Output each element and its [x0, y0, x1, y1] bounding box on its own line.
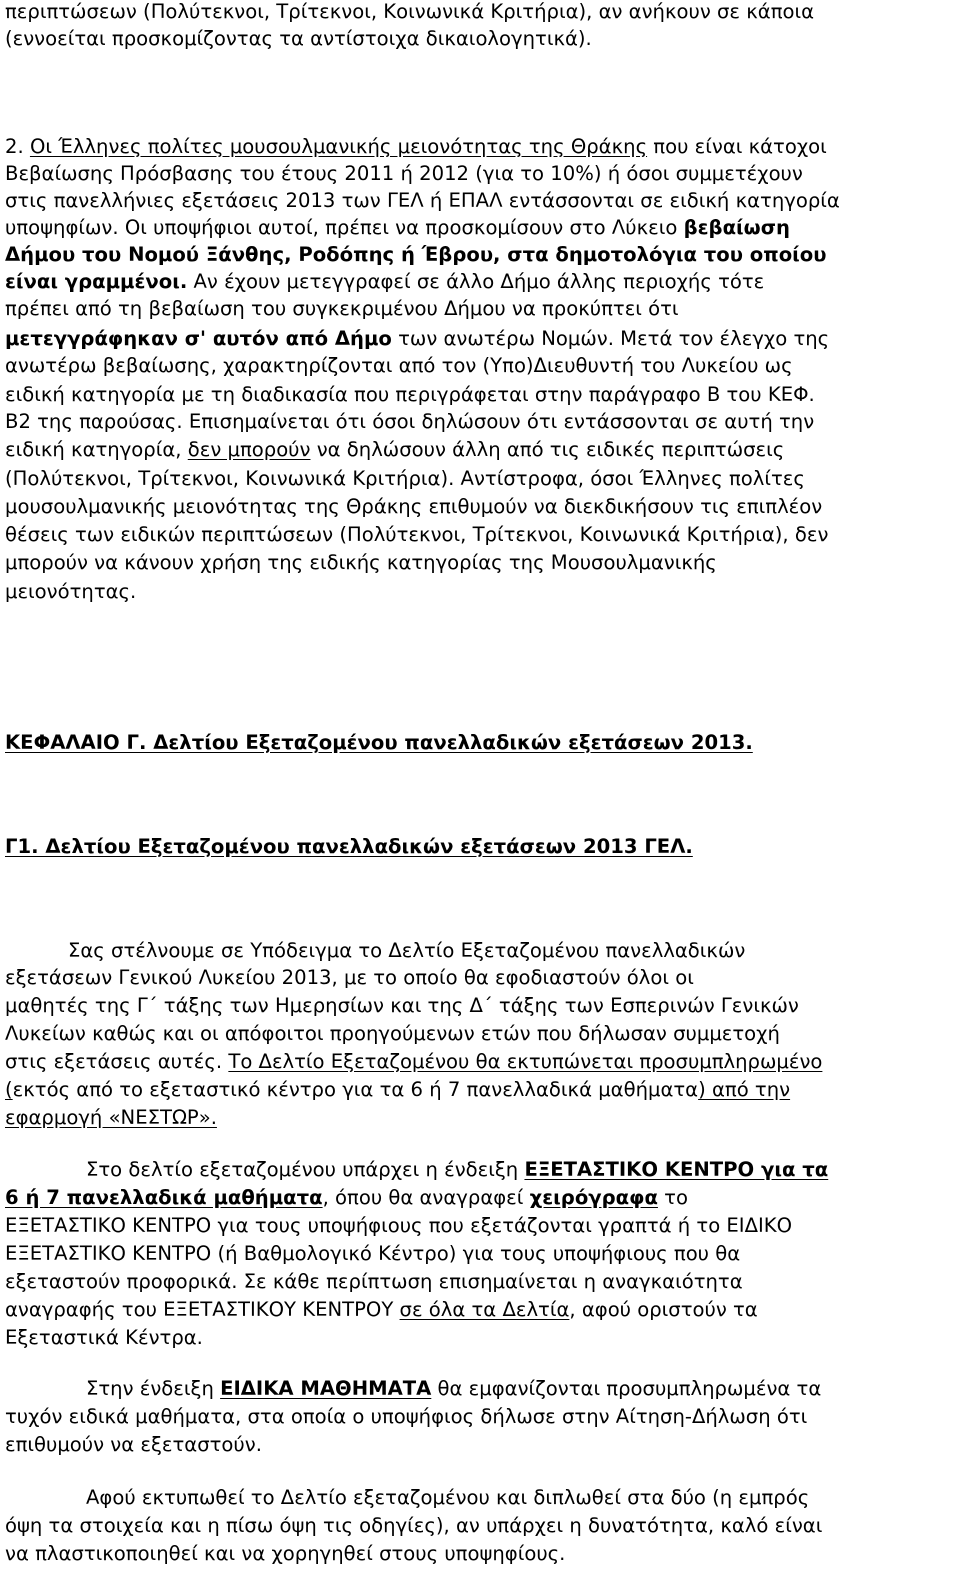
text-line: Στην ένδειξη ΕΙΔΙΚΑ ΜΑΘΗΜΑΤΑ θα εμφανίζονται προσυμπληρωμένα τα: [86, 1377, 822, 1400]
text-line: μουσουλμανικής μειονότητας της Θράκης επιθυμούν να διεκδικήσουν τις επιπλέον: [5, 495, 823, 518]
text-line: ανωτέρω βεβαίωσης, χαρακτηρίζονται από τον (Υπο)Διευθυντή του Λυκείου ως: [5, 354, 793, 377]
text-line: Λυκείων καθώς και οι απόφοιτοι προηγούμενων ετών που δήλωσαν συμμετοχή: [5, 1022, 780, 1045]
text-line: (εννοείται προσκομίζοντας τα αντίστοιχα δικαιολογητικά).: [5, 27, 592, 50]
text-line: ειδική κατηγορία με τη διαδικασία που περιγράφεται στην παράγραφο Β του ΚΕΦ.: [5, 383, 815, 406]
text-line: (Πολύτεκνοι, Τρίτεκνοι, Κοινωνικά Κριτήρια). Αντίστροφα, όσοι Έλληνες πολίτες: [5, 467, 805, 490]
text-line: αναγραφής του ΕΞΕΤΑΣΤΙΚΟΥ ΚΕΝΤΡΟΥ σε όλα τα Δελτία, αφού οριστούν τα: [5, 1298, 758, 1321]
text-line: όψη τα στοιχεία και η πίσω όψη τις οδηγίες), αν υπάρχει η δυνατότητα, καλό είναι: [5, 1514, 823, 1537]
text-line: είναι γραμμένοι. Αν έχουν μετεγγραφεί σε άλλο Δήμο άλλης περιοχής τότε: [5, 270, 765, 293]
text-line: Αφού εκτυπωθεί το Δελτίο εξεταζομένου και διπλωθεί στα δύο (η εμπρός: [86, 1486, 810, 1509]
text-line: υποψηφίων. Οι υποψήφιοι αυτοί, πρέπει να προσκομίσουν στο Λύκειο βεβαίωση: [5, 216, 790, 239]
text-line: στις πανελλήνιες εξετάσεις 2013 των ΓΕΛ ή ΕΠΑΛ εντάσσονται σε ειδική κατηγορία: [5, 189, 840, 212]
text-line: επιθυμούν να εξεταστούν.: [5, 1433, 262, 1456]
text-line: μετεγγράφηκαν σ' αυτόν από Δήμο των ανωτέρω Νομών. Μετά τον έλεγχο της: [5, 327, 830, 350]
text-line: Εξεταστικά Κέντρα.: [5, 1326, 203, 1349]
text-line: Β2 της παρούσας. Επισημαίνεται ότι όσοι δηλώσουν ότι εντάσσονται σε αυτή την: [5, 410, 815, 433]
text-line: (εκτός από το εξεταστικό κέντρο για τα 6 ή 7 πανελλαδικά μαθήματα) από την: [5, 1078, 791, 1101]
text-line: εξετάσεων Γενικού Λυκείου 2013, με το οποίο θα εφοδιαστούν όλοι οι: [5, 966, 694, 989]
text-line: μειονότητας.: [5, 580, 137, 603]
text-line: ειδική κατηγορία, δεν μπορούν να δηλώσουν άλλη από τις ειδικές περιπτώσεις: [5, 438, 785, 461]
text-line: θέσεις των ειδικών περιπτώσεων (Πολύτεκνοι, Τρίτεκνοι, Κοινωνικά Κριτήρια), δεν: [5, 523, 829, 546]
text-line: τυχόν ειδικά μαθήματα, στα οποία ο υποψήφιος δήλωσε στην Αίτηση-Δήλωση ότι: [5, 1405, 808, 1428]
text-line: 2. Οι Έλληνες πολίτες μουσουλμανικής μειονότητας της Θράκης που είναι κάτοχοι: [5, 135, 827, 158]
text-line: εφαρμογή «ΝΕΣΤΩΡ».: [5, 1106, 217, 1129]
text-line: Σας στέλνουμε σε Υπόδειγμα το Δελτίο Εξεταζομένου πανελλαδικών: [68, 939, 746, 962]
text-line: πρέπει από τη βεβαίωση του συγκεκριμένου Δήμου να προκύπτει ότι: [5, 297, 679, 320]
text-line: να πλαστικοποιηθεί και να χορηγηθεί στους υποψηφίους.: [5, 1542, 566, 1565]
text-line: Δήμου του Νομού Ξάνθης, Ροδόπης ή Έβρου, στα δημοτολόγια του οποίου: [5, 243, 827, 266]
text-line: μαθητές της Γ΄ τάξης των Ημερησίων και της Δ΄ τάξης των Εσπερινών Γενικών: [5, 994, 799, 1017]
text-line: εξεταστούν προφορικά. Σε κάθε περίπτωση επισημαίνεται η αναγκαιότητα: [5, 1270, 743, 1293]
text-line: ΕΞΕΤΑΣΤΙΚΟ ΚΕΝΤΡΟ για τους υποψήφιους που εξετάζονται γραπτά ή το ΕΙΔΙΚΟ: [5, 1214, 793, 1237]
text-line: στις εξετάσεις αυτές. Το Δελτίο Εξεταζομένου θα εκτυπώνεται προσυμπληρωμένο: [5, 1050, 823, 1073]
text-line: Βεβαίωσης Πρόσβασης του έτους 2011 ή 2012 (για το 10%) ή όσοι συμμετέχουν: [5, 162, 803, 185]
text-line: Στο δελτίο εξεταζομένου υπάρχει η ένδειξη ΕΞΕΤΑΣΤΙΚΟ ΚΕΝΤΡΟ για τα: [86, 1158, 829, 1181]
text-line: περιπτώσεων (Πολύτεκνοι, Τρίτεκνοι, Κοινωνικά Κριτήρια), αν ανήκουν σε κάποια: [5, 0, 815, 23]
text-line: ΕΞΕΤΑΣΤΙΚΟ ΚΕΝΤΡΟ (ή Βαθμολογικό Κέντρο) για τους υποψήφιους που θα: [5, 1242, 741, 1265]
chapter-heading: ΚΕΦΑΛΑΙΟ Γ. Δελτίου Εξεταζομένου πανελλαδικών εξετάσεων 2013.: [5, 731, 753, 754]
sub-heading: Γ1. Δελτίου Εξεταζομένου πανελλαδικών εξετάσεων 2013 ΓΕΛ.: [5, 835, 693, 858]
text-line: 6 ή 7 πανελλαδικά μαθήματα, όπου θα αναγραφεί χειρόγραφα το: [5, 1186, 688, 1209]
text-line: μπορούν να κάνουν χρήση της ειδικής κατηγορίας της Μουσουλμανικής: [5, 551, 717, 574]
